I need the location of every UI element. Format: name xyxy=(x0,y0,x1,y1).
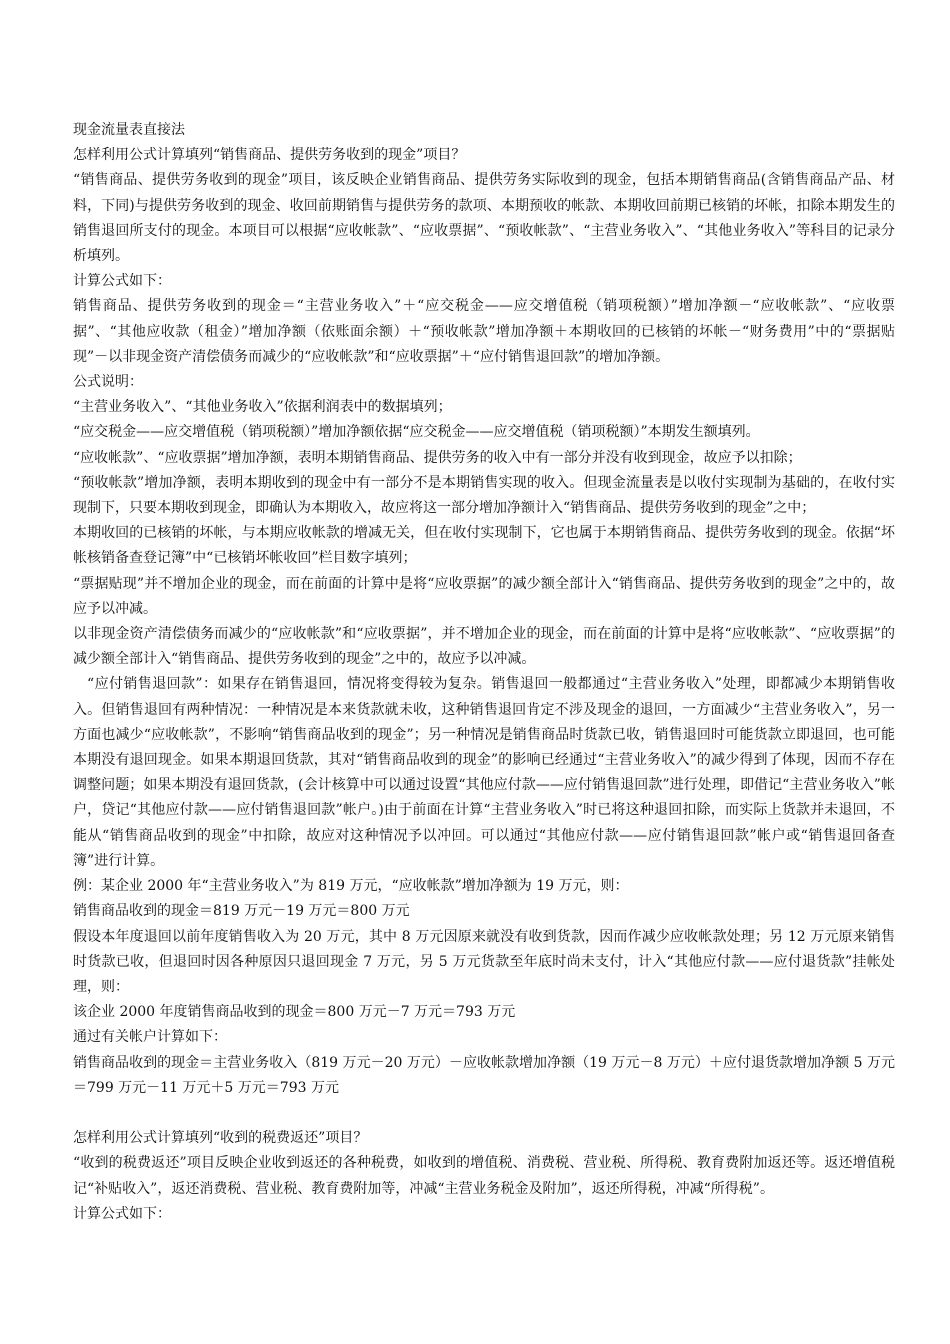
formula-paragraph: 销售商品、提供劳务收到的现金＝“主营业务收入”＋“应交税金——应交增值税（销项税额）”增加净额－“应收帐款”、“应收票据”、“其他应收款（租金）”增加净额（依账面余额）＋“预收帐款”增加净额＋本期收回的已核销的坏帐－“财务费用”中的“票据贴现”－以非现金资产清偿债务而减少的“应收帐款”和“应收票据”＋“应付销售退回款”的增加净额。 xyxy=(73,298,895,365)
example-line: 通过有关帐户计算如下： xyxy=(73,1029,227,1046)
explain-item: “主营业务收入”、“其他业务收入”依据利润表中的数据填列； xyxy=(73,399,452,416)
example-line: 该企业 2000 年度销售商品收到的现金＝800 万元－7 万元＝793 万元 xyxy=(73,1004,516,1021)
document-title: 现金流量表直接法 xyxy=(73,122,185,138)
section-spacer xyxy=(73,1101,895,1126)
formula-heading: 计算公式如下： xyxy=(73,273,171,290)
explain-item: “应收帐款”、“应收票据”增加净额，表明本期销售商品、提供劳务的收入中有一部分并没有收到现金，故应予以扣除； xyxy=(73,449,802,466)
example-paragraph: 假设本年度退回以前年度销售收入为 20 万元，其中 8 万元因原来就没有收到货款，因而作减少应收帐款处理；另 12 万元原来销售时货款已收，但退回时因各种原因只退回现金 7 万元，另 5 万元货款至年底时尚未支付，计入“其他应付款——应付退货款”挂帐处理，则： xyxy=(73,928,895,995)
example-line: 例：某企业 2000 年“主营业务收入”为 819 万元，“应收帐款”增加净额为 19 万元，则： xyxy=(73,878,629,895)
intro-paragraph: “销售商品、提供劳务收到的现金”项目，该反映企业销售商品、提供劳务实际收到的现金，包括本期销售商品(含销售商品产品、材料，下同)与提供劳务收到的现金、收回前期销售与提供劳务的款项、本期预收的帐款、本期收回前期已核销的坏帐，扣除本期发生的销售退回所支付的现金。本项目可以根据“应收帐款”、“应收票据”、“预收帐款”、“主营业务收入”、“其他业务收入”等科目的记录分析填列。 xyxy=(73,172,895,265)
refund-paragraph: “应付销售退回款”：如果存在销售退回，情况将变得较为复杂。销售退回一般都通过“主营业务收入”处理，即都减少本期销售收入。但销售退回有两种情况：一种情况是本来货款就未收，这种销售退回肯定不涉及现金的退回，一方面减少“主营业务收入”，另一方面也减少“应收帐款”，不影响“销售商品收到的现金”；另一种情况是销售商品时货款已收，销售退回时可能货款立即退回，也可能本期没有退回现金。如果本期退回货款，其对“销售商品收到的现金”的影响已经通过“主营业务收入”的减少得到了体现，因而不存在调整问题；如果本期没有退回货款，(会计核算中可以通过设置“其他应付款——应付销售退回款”进行处理，即借记“主营业务收入”帐户，贷记“其他应付款——应付销售退回款”帐户。)由于前面在计算“主营业务收入”时已将这种退回扣除，而实际上货款并未退回，不能从“销售商品收到的现金”中扣除，故应对这种情况予以冲回。可以通过“其他应付款——应付销售退回款”帐户或“销售退回备查簿”进行计算。 xyxy=(73,676,895,869)
example-line: 销售商品收到的现金＝819 万元－19 万元＝800 万元 xyxy=(73,903,410,920)
intro-paragraph-2: “收到的税费返还”项目反映企业收到返还的各种税费，如收到的增值税、消费税、营业税、所得税、教育费附加返还等。返还增值税记“补贴收入”，返还消费税、营业税、教育费附加等，冲减“主营业务税金及附加”，返还所得税，冲减“所得税”。 xyxy=(73,1155,895,1197)
explain-item: 本期收回的已核销的坏帐，与本期应收帐款的增减无关，但在收付实现制下，它也属于本期销售商品、提供劳务收到的现金。依据“坏帐核销备查登记簿”中“已核销坏帐收回”栏目数字填列； xyxy=(73,525,895,567)
formula-heading-2: 计算公式如下： xyxy=(73,1205,171,1222)
question-heading: 怎样利用公式计算填列“销售商品、提供劳务收到的现金”项目？ xyxy=(73,147,466,164)
question-heading-2: 怎样利用公式计算填列“收到的税费返还”项目？ xyxy=(73,1130,368,1147)
explain-heading: 公式说明： xyxy=(73,374,143,391)
explain-item: “票据贴现”并不增加企业的现金，而在前面的计算中是将“应收票据”的减少额全部计入“销售商品、提供劳务收到的现金”之中的，故应予以冲减。 xyxy=(73,575,895,617)
explain-item: 以非现金资产清偿债务而减少的“应收帐款”和“应收票据”，并不增加企业的现金，而在前面的计算中是将“应收帐款”、“应收票据”的减少额全部计入“销售商品、提供劳务收到的现金”之中的，故应予以冲减。 xyxy=(73,626,895,668)
example-paragraph: 销售商品收到的现金＝主营业务收入（819 万元－20 万元）－应收帐款增加净额（19 万元－8 万元）＋应付退货款增加净额 5 万元＝799 万元－11 万元＋5 万元＝793 万元 xyxy=(73,1054,895,1096)
explain-item: “应交税金——应交增值税（销项税额）”增加净额依据“应交税金——应交增值税（销项税额）”本期发生额填列。 xyxy=(73,424,760,441)
explain-item: “预收帐款”增加净额，表明本期收到的现金中有一部分不是本期销售实现的收入。但现金流量表是以收付实现制为基础的，在收付实现制下，只要本期收到现金，即确认为本期收入，故应将这一部分增加净额计入“销售商品、提供劳务收到的现金”之中； xyxy=(73,474,895,517)
document-page xyxy=(73,118,895,1227)
